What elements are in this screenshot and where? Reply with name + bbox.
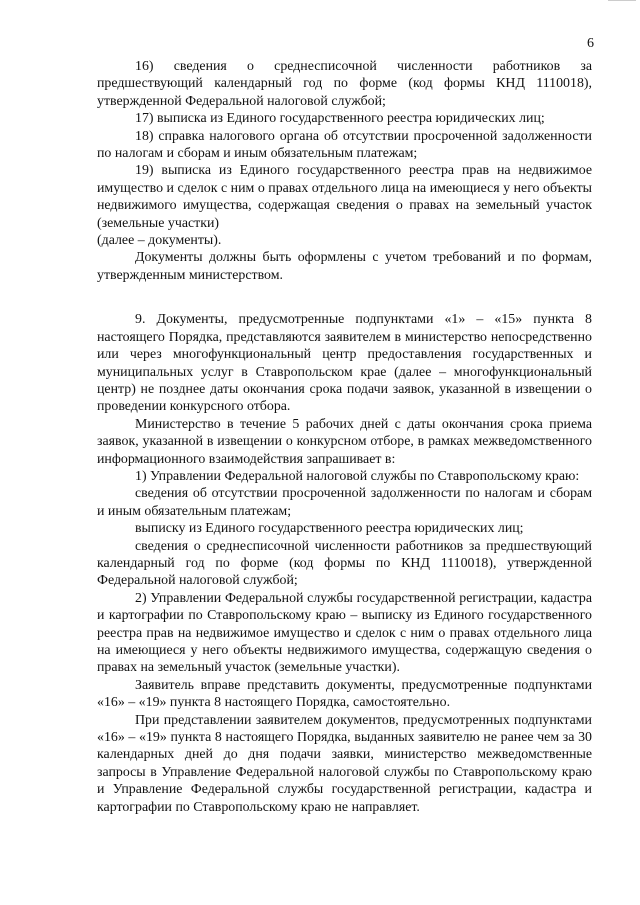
paragraph: 2) Управлении Федеральной службы государственной регистрации, кадастра и картографии по Ставропольскому краю – выписку из Единого государственного реестра прав на недвижимое имущество и сделок с ним о правах отдельного лица на имеющиеся у него объекты недвижимого имущества, содержащую сведения о правах на земельный участок (земельные участки).: [97, 590, 592, 676]
paragraph: 9. Документы, предусмотренные подпунктами «1» – «15» пункта 8 настоящего Порядка, представляются заявителем в министерство непосредственно или через многофункциональный центр предоставления государственных и муниципальных услуг в Ставропольском крае (далее – многофункциональный центр) не позднее даты окончания срока подачи заявок, указанной в извещении о проведении конкурсного отбора.: [97, 312, 592, 415]
page-number: 6: [587, 36, 594, 51]
scan-edge-mark: [608, 0, 636, 9]
paragraph: 16) сведения о среднесписочной численности работников за предшествующий календарный год по форме (код формы КНД 1110018), утвержденной Федеральной налоговой службой;: [97, 59, 592, 109]
paragraph: 1) Управлении Федеральной налоговой службы по Ставропольскому краю:: [135, 468, 580, 484]
paragraph: (далее – документы).: [97, 233, 222, 249]
paragraph: При представлении заявителем документов, предусмотренных подпунктами «16» – «19» пункта 8 настоящего Порядка, выданных заявителю не ранее чем за 30 календарных дней до дня подачи заявки, министерство межведомственные запросы в Управление Федеральной налоговой службы по Ставропольскому краю и Управление Федеральной службы государственной регистрации, кадастра и картографии по Ставропольскому краю не направляет.: [97, 712, 592, 815]
paragraph: выписку из Единого государственного реестра юридических лиц;: [135, 521, 524, 537]
paragraph: Заявитель вправе представить документы, предусмотренные подпунктами «16» – «19» пункта 8 настоящего Порядка, самостоятельно.: [97, 677, 592, 711]
paragraph: сведения об отсутствии просроченной задолженности по налогам и сборам и иным обязательным платежам;: [97, 486, 592, 519]
document-body: [97, 58, 592, 816]
paragraph: сведения о среднесписочной численности работников за предшествующий календарный год по форме (код формы по КНД 1110018), утвержденной Федеральной налоговой службой;: [97, 538, 592, 589]
paragraph: Министерство в течение 5 рабочих дней с даты окончания срока приема заявок, указанной в извещении о конкурсном отборе, в рамках межведомственного информационного взаимодействия запрашивает в:: [97, 416, 592, 467]
paragraph: Документы должны быть оформлены с учетом требований и по формам, утвержденным министерством.: [97, 250, 592, 283]
paragraph: 19) выписка из Единого государственного реестра прав на недвижимое имущество и сделок с ним о правах отдельного лица на имеющиеся у него объекты недвижимого имущества, содержащая сведения о правах на земельный участок (земельные участки): [97, 163, 592, 231]
paragraph: 17) выписка из Единого государственного реестра юридических лиц;: [135, 111, 545, 127]
paragraph: 18) справка налогового органа об отсутствии просроченной задолженности по налогам и сборам и иным обязательным платежам;: [97, 128, 592, 162]
